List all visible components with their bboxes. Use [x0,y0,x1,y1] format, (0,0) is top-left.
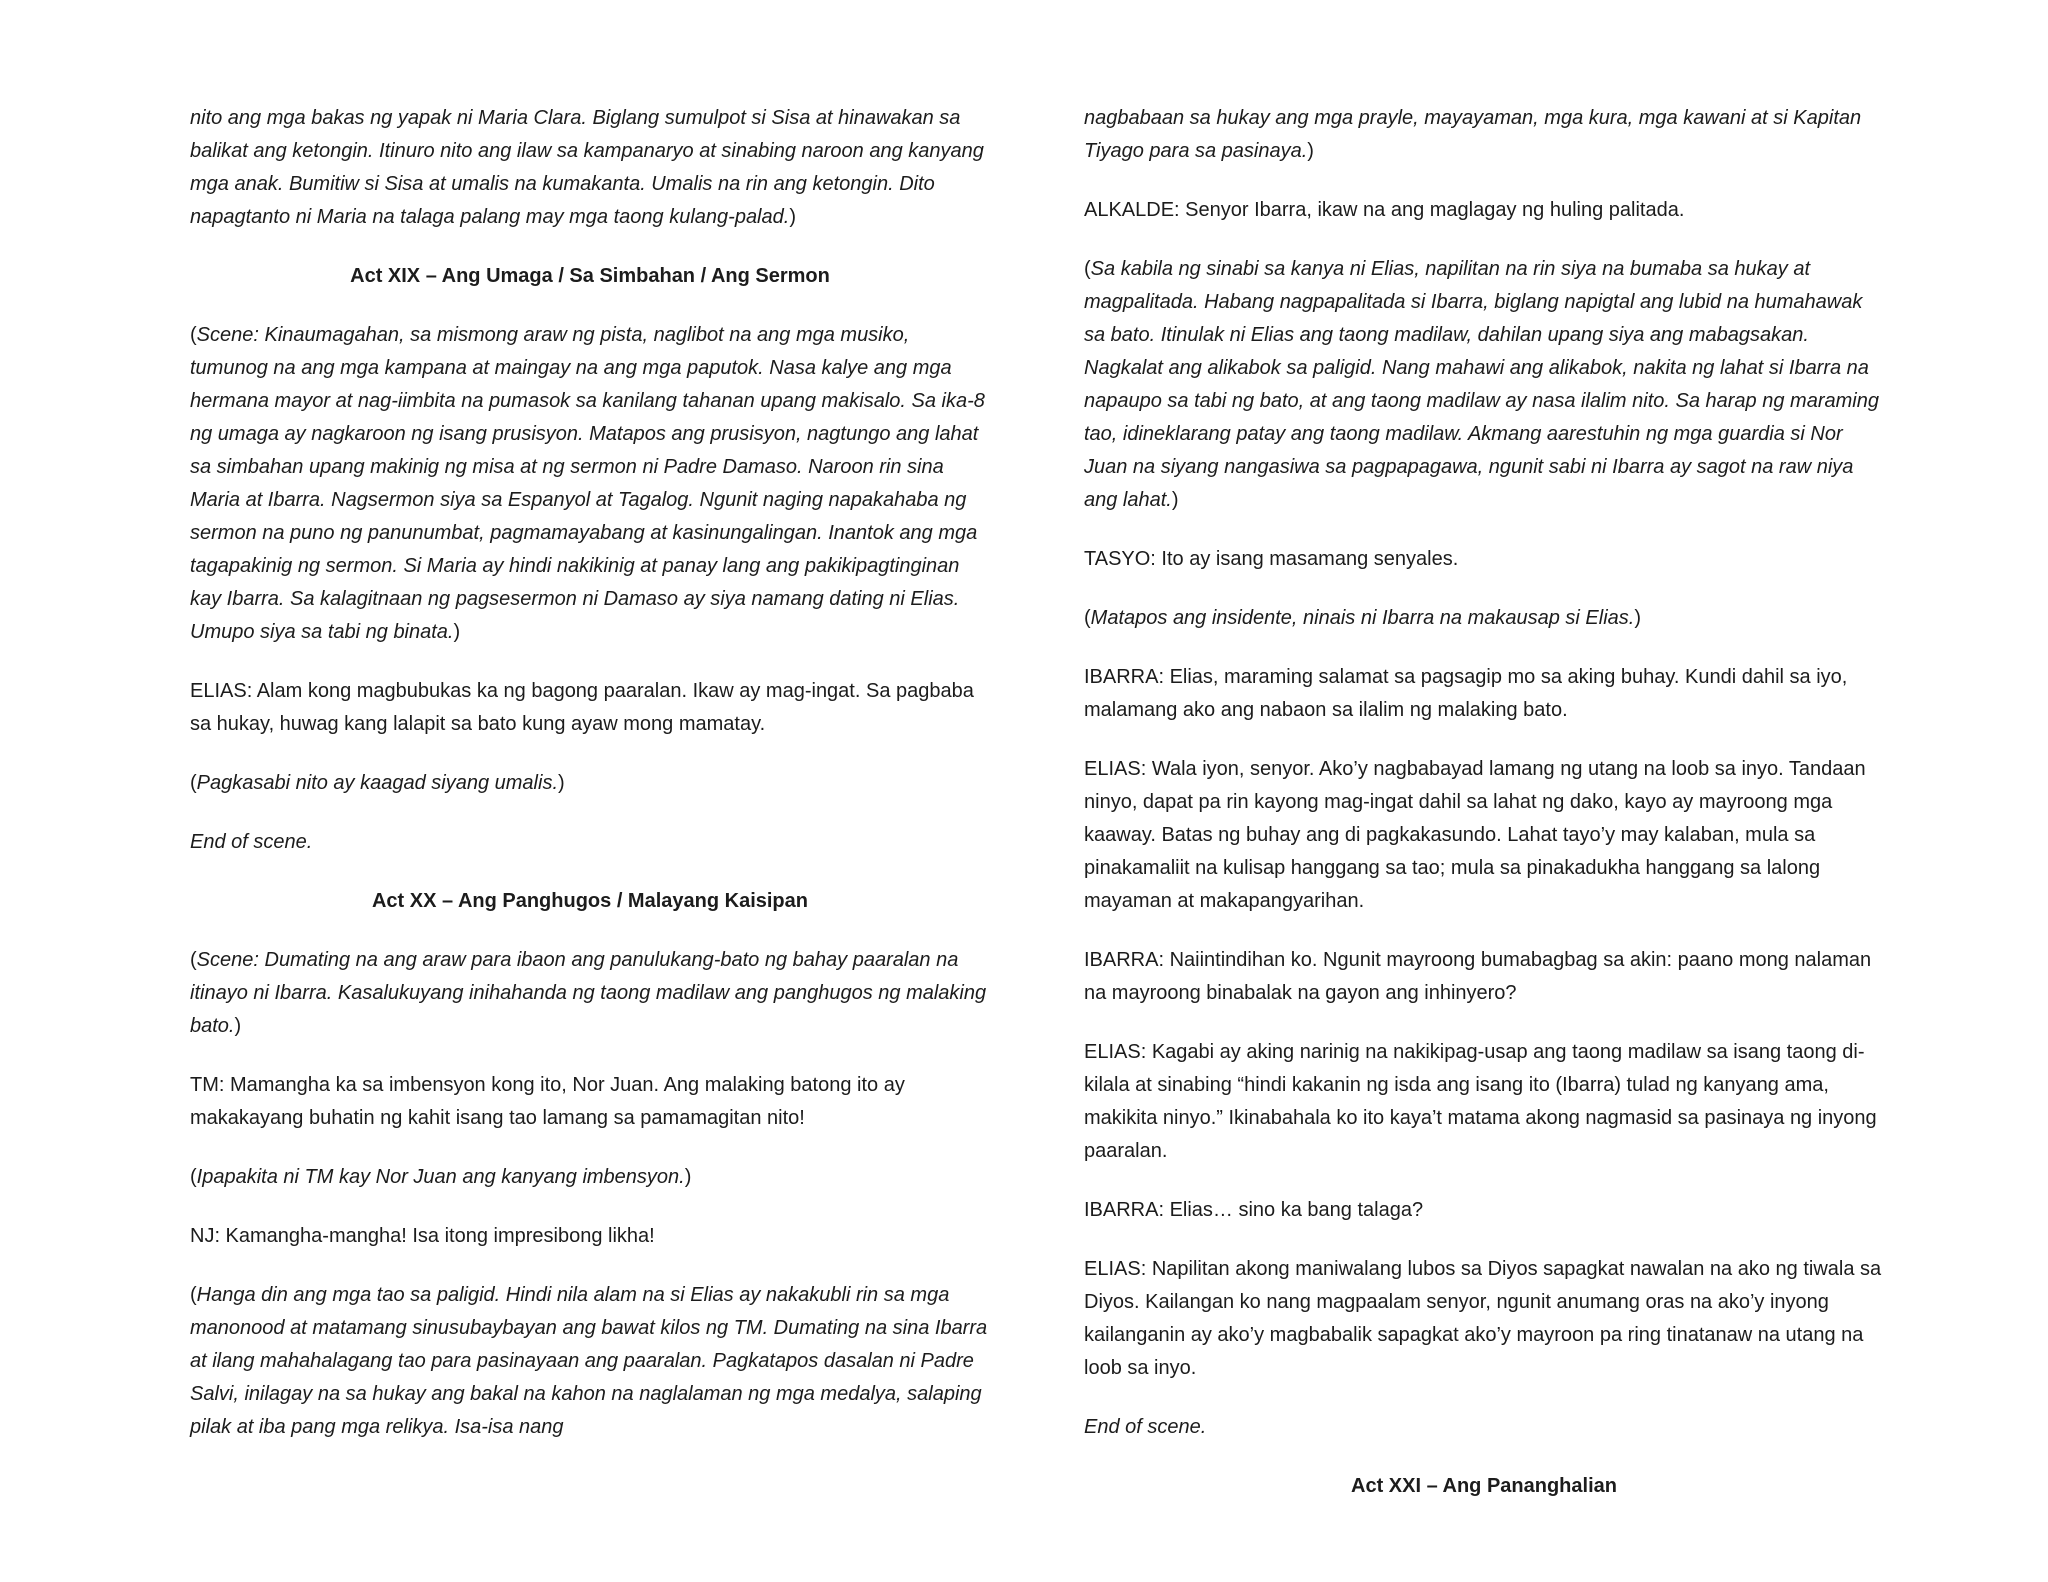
close-paren: ) [558,772,565,794]
end-of-scene: End of scene. [190,831,313,853]
close-paren: ) [789,206,796,228]
open-paren: ( [190,1166,197,1188]
close-paren: ) [684,1166,692,1188]
right-column [1084,102,1884,1529]
stage-direction: Hanga din ang mga tao sa paligid. Hindi nila alam na si Elias ay nakakubli rin sa mga manonood at matamang sinusubaybayan ang bawat kilos ng TM. Dumating na sina Ibarra at ilang mahahalagang tao para pasinayaan ang paaralan. Pagkatapos dasalan ni Padre Salvi, inilagay na sa hukay ang bakal na kahon na naglalaman ng mga medalya, salaping pilak at iba pang mga relikya. Isa-isa nang [190,1284,988,1438]
paragraph [190,1279,990,1444]
dialogue-line: IBARRA: Elias… sino ka bang talaga? [1084,1199,1424,1221]
open-paren: ( [190,772,197,794]
dialogue-line: NJ: Kamangha-mangha! Isa itong impresibong likha! [190,1225,655,1247]
close-paren: ) [1634,607,1641,629]
open-paren: ( [190,324,197,346]
dialogue-line: ELIAS: Napilitan akong maniwalang lubos sa Diyos sapagkat nawalan na ako ng tiwala sa Diyos. Kailangan ko nang magpaalam senyor, ngunit anumang oras na ako’y inyong kailanganin ay ako’y magbabalik sapagkat ako’y mayroon pa ring tinatanaw na utang na loob sa inyo. [1084,1258,1882,1379]
paragraph [190,944,990,1043]
dialogue-line: TM: Mamangha ka sa imbensyon kong ito, Nor Juan. Ang malaking batong ito ay makakayang buhatin ng kahit isang tao lamang sa pamamagitan nito! [190,1074,905,1129]
stage-direction: Ipapakita ni TM kay Nor Juan ang kanyang imbensyon. [196,1166,685,1188]
paragraph [190,1161,990,1194]
left-column [190,102,990,1470]
stage-direction: Pagkasabi nito ay kaagad siyang umalis. [196,772,558,794]
paragraph [190,319,990,649]
open-paren: ( [190,949,197,971]
paragraph [190,102,990,234]
paragraph [190,767,990,800]
act-heading: Act XXI – Ang Pananghalian [1351,1475,1617,1497]
dialogue-line: ELIAS: Kagabi ay aking narinig na nakikipag-usap ang taong madilaw sa isang taong di-kilala at sinabing “hindi kakanin ng isda ang isang ito (Ibarra) tulad ng kanyang ama, makikita ninyo.” Ikinabahala ko ito kaya’t matama akong nagmasid sa pasinaya ng inyong paaralan. [1084,1041,1877,1162]
paragraph [1084,102,1884,168]
paragraph [1084,602,1884,635]
act-heading: Act XX – Ang Panghugos / Malayang Kaisipan [371,890,808,912]
close-paren: ) [1307,140,1314,162]
dialogue-line: ALKALDE: Senyor Ibarra, ikaw na ang maglagay ng huling palitada. [1084,199,1685,221]
stage-direction: nito ang mga bakas ng yapak ni Maria Clara. Biglang sumulpot si Sisa at hinawakan sa balikat ang ketongin. Itinuro nito ang ilaw sa kampanaryo at sinabing naroon ang kanyang mga anak. Bumitiw si Sisa at umalis na kumakanta. Umalis na rin ang ketongin. Dito napagtanto ni Maria na talaga palang may mga taong kulang-palad. [190,107,984,228]
stage-direction: Sa kabila ng sinabi sa kanya ni Elias, napilitan na rin siya na bumaba sa hukay at magpalitada. Habang nagpapalitada si Ibarra, biglang napigtal ang lubid na humahawak sa bato. Itinulak ni Elias ang taong madilaw, dahilan upang siya ang mabagsakan. Nagkalat ang alikabok sa paligid. Nang mahawi ang alikabok, nakita ng lahat si Ibarra na napaupo sa tabi ng bato, at ang taong madilaw ay nasa ilalim nito. Sa harap ng maraming tao, idineklarang patay ang taong madilaw. Akmang aarestuhin ng mga guardia si Nor Juan na siyang nangasiwa sa pagpapagawa, ngunit sabi ni Ibarra ay sagot na raw niya ang lahat. [1084,258,1879,511]
close-paren: ) [1171,489,1179,511]
dialogue-line: IBARRA: Elias, maraming salamat sa pagsagip mo sa aking buhay. Kundi dahil sa iyo, malamang ako ang nabaon sa ilalim ng malaking bato. [1084,666,1848,721]
close-paren: ) [453,621,461,643]
dialogue-line: TASYO: Ito ay isang masamang senyales. [1084,548,1459,570]
paragraph [1084,253,1884,517]
stage-direction: Scene: Kinaumagahan, sa mismong araw ng pista, naglibot na ang mga musiko, tumunog na ang mga kampana at maingay na ang mga paputok. Nasa kalye ang mga hermana mayor at nag-iimbita na pumasok sa kanilang tahanan upang makisalo. Sa ika-8 ng umaga ay nagkaroon ng isang prusisyon. Matapos ang prusisyon, nagtungo ang lahat sa simbahan upang makinig ng misa at ng sermon ni Padre Damaso. Naroon rin sina Maria at Ibarra. Nagsermon siya sa Espanyol at Tagalog. Ngunit naging napakahaba ng sermon na puno ng panunumbat, pagmamayabang at kasinungalingan. Inantok ang mga tagapakinig ng sermon. Si Maria ay hindi nakikinig at panay lang ang pakikipagtinginan kay Ibarra. Sa kalagitnaan ng pagsesermon ni Damaso ay siya namang dating ni Elias. Umupo siya sa tabi ng binata. [190,324,985,643]
stage-direction: Scene: Dumating na ang araw para ibaon ang panulukang-bato ng bahay paaralan na itinayo ni Ibarra. Kasalukuyang inihahanda ng taong madilaw ang panghugos ng malaking bato. [190,949,987,1037]
stage-direction: nagbabaan sa hukay ang mga prayle, mayayaman, mga kura, mga kawani at si Kapitan Tiyago para sa pasinaya. [1084,107,1862,162]
dialogue-line: ELIAS: Wala iyon, senyor. Ako’y nagbabayad lamang ng utang na loob sa inyo. Tandaan ninyo, dapat pa rin kayong mag-ingat dahil sa lahat ng dako, kayo ay mayroong mga kaaway. Batas ng buhay ang di pagkakasundo. Lahat tayo’y may kalaban, mula sa pinakamaliit na kulisap hanggang sa tao; mula sa pinakadukha hanggang sa lalong mayaman at makapangyarihan. [1084,758,1866,912]
open-paren: ( [1084,258,1091,280]
act-heading: Act XIX – Ang Umaga / Sa Simbahan / Ang Sermon [350,265,830,287]
open-paren: ( [1084,607,1091,629]
open-paren: ( [190,1284,197,1306]
stage-direction: Matapos ang insidente, ninais ni Ibarra na makausap si Elias. [1090,607,1635,629]
end-of-scene: End of scene. [1084,1416,1207,1438]
dialogue-line: IBARRA: Naiintindihan ko. Ngunit mayroong bumabagbag sa akin: paano mong nalaman na mayroong binabalak na gayon ang inhinyero? [1084,949,1872,1004]
dialogue-line: ELIAS: Alam kong magbubukas ka ng bagong paaralan. Ikaw ay mag-ingat. Sa pagbaba sa hukay, huwag kang lalapit sa bato kung ayaw mong mamatay. [190,680,974,735]
close-paren: ) [234,1015,242,1037]
